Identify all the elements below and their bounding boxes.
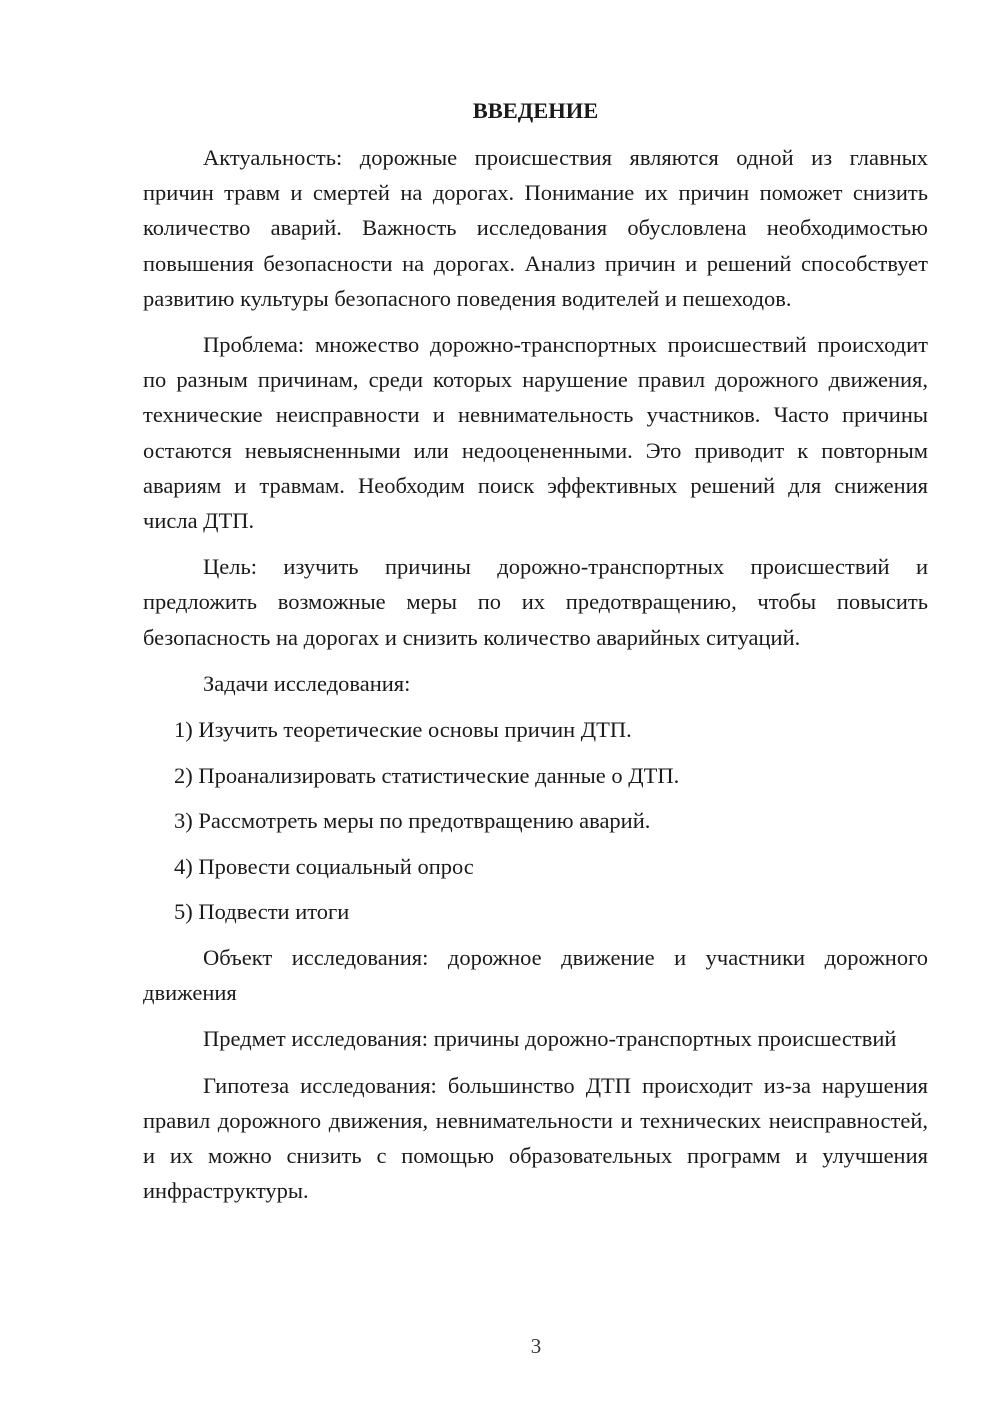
paragraph-relevance: Актуальность: дорожные происшествия являются одной из главных причин травм и смертей на дорогах. Понимание их причин поможет снизить количество аварий. Важность исследования обусловлена необходимостью повышения безопасности на дорогах. Анализ причин и решений способствует развитию культуры безопасного поведения водителей и пешеходов. <box>143 145 928 311</box>
list-item: 4) Провести социальный опрос <box>174 853 474 879</box>
list-item: 1) Изучить теоретические основы причин ДТП. <box>174 717 632 743</box>
paragraph-hypothesis: Гипотеза исследования: большинство ДТП происходит из-за нарушения правил дорожного движения, невнимательности и технических неисправностей, и их можно снизить с помощью образовательных программ и улучшения инфраструктуры. <box>143 1072 928 1204</box>
tasks-list <box>143 712 928 929</box>
paragraph-goal: Цель: изучить причины дорожно-транспортных происшествий и предложить возможные меры по их предотвращению, чтобы повысить безопасность на дорогах и снизить количество аварийных ситуаций. <box>143 554 928 650</box>
paragraph-problem: Проблема: множество дорожно-транспортных происшествий происходит по разным причинам, среди которых нарушение правил дорожного движения, технические неисправности и невнимательность участников. Часто причины остаются невыясненными или недооцененными. Это приводит к повторным авариям и травмам. Необходим поиск эффективных решений для снижения числа ДТП. <box>143 332 928 534</box>
list-item: 5) Подвести итоги <box>174 899 350 925</box>
list-item: 2) Проанализировать статистические данные о ДТП. <box>174 762 680 788</box>
page-content <box>143 93 928 1219</box>
tasks-heading: Задачи исследования: <box>203 670 411 696</box>
list-item: 3) Рассмотреть меры по предотвращению аварий. <box>174 808 651 834</box>
page-number: 3 <box>530 1334 542 1358</box>
paragraph-object: Объект исследования: дорожное движение и участники дорожного движения <box>143 945 928 1006</box>
section-title: ВВЕДЕНИЕ <box>472 98 599 123</box>
paragraph-subject: Предмет исследования: причины дорожно-транспортных происшествий <box>203 1026 897 1052</box>
